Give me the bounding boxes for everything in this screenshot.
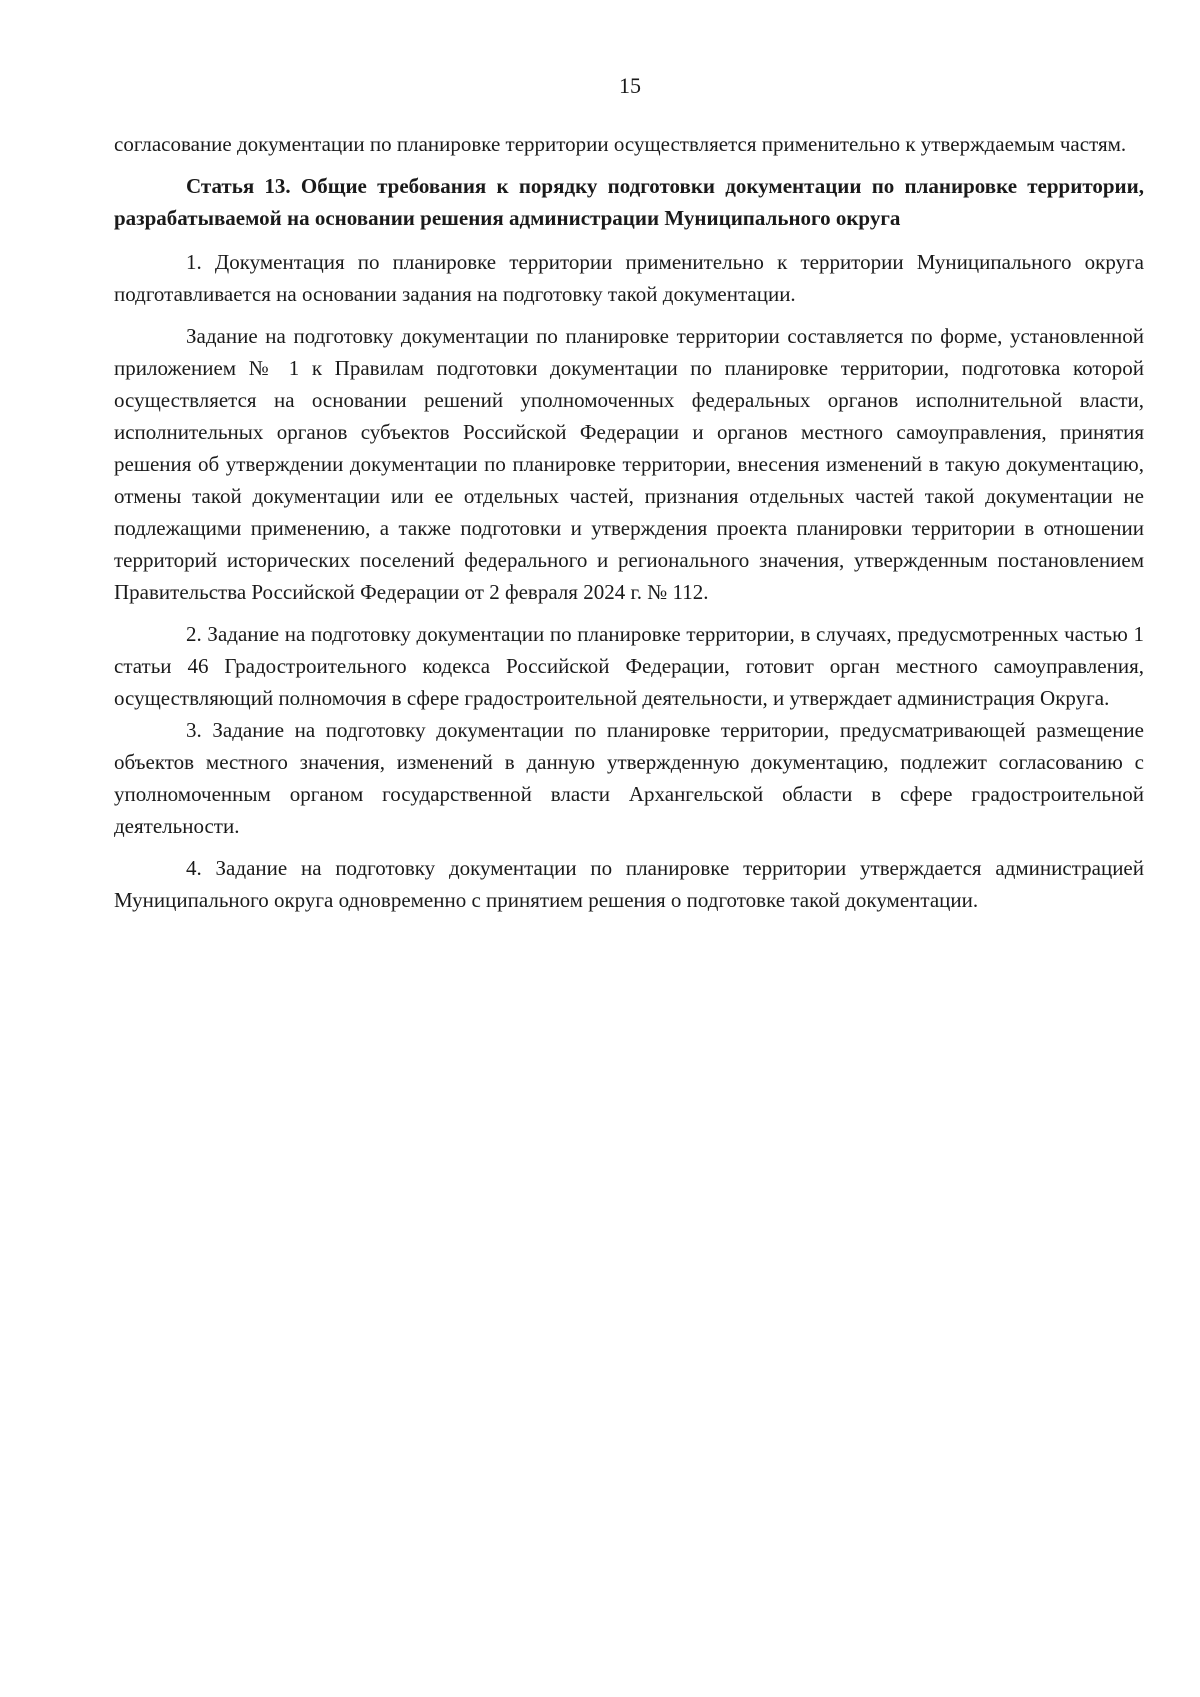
article-heading: Статья 13. Общие требования к порядку подготовки документации по планировке территории, разрабатываемой на основании решения администрации Муниципального округа (114, 174, 1144, 230)
article-paragraph-4: 4. Задание на подготовку документации по планировке территории утверждается администрацией Муниципального округа одновременно с принятием решения о подготовке такой документации. (114, 856, 1144, 912)
continuation-paragraph: согласование документации по планировке территории осуществляется применительно к утверждаемым частям. (114, 132, 1127, 156)
document-body (114, 128, 1144, 916)
article-paragraph-1: 1. Документация по планировке территории применительно к территории Муниципального округа подготавливается на основании задания на подготовку такой документации. (114, 250, 1144, 306)
article-paragraph-2: 2. Задание на подготовку документации по планировке территории, в случаях, предусмотренных частью 1 статьи 46 Градостроительного кодекса Российской Федерации, готовит орган местного самоуправления, осуществляющий полномочия в сфере градостроительной деятельности, и утверждает администрация Округа. (114, 622, 1144, 710)
article-paragraph-task-form: Задание на подготовку документации по планировке территории составляется по форме, установленной приложением № 1 к Правилам подготовки документации по планировке территории, подготовка которой осуществляется на основании решений уполномоченных федеральных органов исполнительной власти, исполнительных органов субъектов Российской Федерации и органов местного самоуправления, принятия решения об утверждении документации по планировке территории, внесения изменений в такую документацию, отмены такой документации или ее отдельных частей, признания отдельных частей такой документации не подлежащими применению, а также подготовки и утверждения проекта планировки территории в отношении территорий исторических поселений федерального и регионального значения, утвержденным постановлением Правительства Российской Федерации от 2 февраля 2024 г. № 112. (114, 324, 1144, 604)
article-paragraph-3: 3. Задание на подготовку документации по планировке территории, предусматривающей размещение объектов местного значения, изменений в данную утвержденную документацию, подлежит согласованию с уполномоченным органом государственной власти Архангельской области в сфере градостроительной деятельности. (114, 718, 1144, 838)
page-number: 15 (619, 73, 641, 98)
